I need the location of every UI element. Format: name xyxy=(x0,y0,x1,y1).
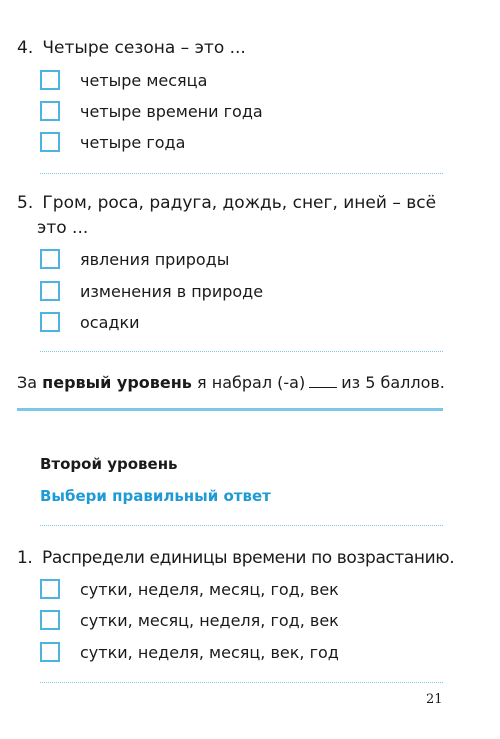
question-text: Четыре сезона – это ... xyxy=(42,38,246,58)
option-label: сутки, месяц, неделя, год, век xyxy=(80,610,339,630)
option-row[interactable] xyxy=(40,278,263,304)
option-label: четыре месяца xyxy=(80,70,208,90)
option-row[interactable] xyxy=(40,639,339,665)
question-1 xyxy=(17,546,454,571)
question-text: Распредели единицы времени по возрастанию. xyxy=(42,548,455,568)
answer-checkbox[interactable] xyxy=(40,132,60,152)
option-label: сутки, неделя, месяц, год, век xyxy=(80,579,339,599)
option-row[interactable] xyxy=(40,246,229,272)
task-instruction: Выбери правильный ответ xyxy=(40,487,271,505)
section-heading: Второй уровень xyxy=(40,455,178,473)
question-text-cont: это ... xyxy=(37,218,89,238)
question-number: 5. xyxy=(17,193,34,213)
score-blank[interactable] xyxy=(309,379,337,388)
answer-checkbox[interactable] xyxy=(40,642,60,662)
divider xyxy=(40,525,443,526)
question-4 xyxy=(17,36,246,61)
divider xyxy=(40,173,443,174)
answer-checkbox[interactable] xyxy=(40,70,60,90)
score-prefix: За xyxy=(17,373,38,392)
question-number: 4. xyxy=(17,38,34,58)
option-row[interactable] xyxy=(40,129,185,155)
score-suffix: из 5 баллов. xyxy=(341,373,445,392)
question-number: 1. xyxy=(17,548,33,568)
score-middle: я набрал (-а) xyxy=(197,373,306,392)
answer-checkbox[interactable] xyxy=(40,579,60,599)
answer-checkbox[interactable] xyxy=(40,281,60,301)
option-label: изменения в природе xyxy=(80,281,264,301)
option-label: сутки, неделя, месяц, век, год xyxy=(80,642,339,662)
answer-checkbox[interactable] xyxy=(40,312,60,332)
answer-checkbox[interactable] xyxy=(40,249,60,269)
option-label: явления природы xyxy=(80,249,230,269)
option-row[interactable] xyxy=(40,309,140,335)
option-row[interactable] xyxy=(40,98,263,124)
question-5 xyxy=(17,191,436,216)
divider xyxy=(40,682,443,683)
option-row[interactable] xyxy=(40,607,339,633)
section-divider xyxy=(17,408,443,411)
page-number: 21 xyxy=(426,692,443,707)
option-row[interactable] xyxy=(40,67,207,93)
answer-checkbox[interactable] xyxy=(40,101,60,121)
score-level: первый уровень xyxy=(42,373,192,392)
option-label: осадки xyxy=(80,312,140,332)
divider xyxy=(40,351,443,352)
option-row[interactable] xyxy=(40,576,339,602)
answer-checkbox[interactable] xyxy=(40,610,60,630)
question-text: Гром, роса, радуга, дождь, снег, иней – всё xyxy=(42,193,437,213)
option-label: четыре года xyxy=(80,132,186,152)
score-line xyxy=(17,372,445,394)
option-label: четыре времени года xyxy=(80,101,263,121)
